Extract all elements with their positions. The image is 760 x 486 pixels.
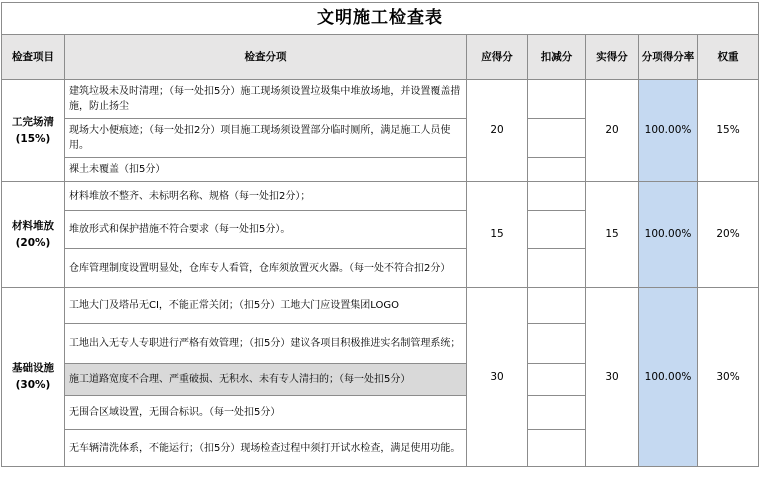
deduct-cell[interactable] [528, 182, 586, 211]
header-should-score: 应得分 [467, 35, 528, 80]
header-rate: 分项得分率 [639, 35, 698, 80]
header-deduct: 扣减分 [528, 35, 586, 80]
check-item: 无围合区域设置，无围合标识。（每一处扣5分） [65, 396, 467, 430]
category-pct: (20%) [15, 236, 51, 249]
check-item: 仓库管理制度设置明显处，仓库专人看管，仓库须放置灭火器。（每一处不符合扣2分） [65, 249, 467, 288]
sheet-title: 文明施工检查表 [2, 3, 759, 35]
check-item: 工地大门及塔吊无CI，不能正常关闭；（扣5分）工地大门应设置集团LOGO [65, 288, 467, 324]
header-category: 检查项目 [2, 35, 65, 80]
check-item: 材料堆放不整齐、未标明名称、规格（每一处扣2分）； [65, 182, 467, 211]
weight-cell: 30% [698, 288, 759, 467]
category-name: 材料堆放 [12, 219, 54, 232]
weight-cell: 20% [698, 182, 759, 288]
rate-cell: 100.00% [639, 288, 698, 467]
actual-score-cell: 30 [586, 288, 639, 467]
header-actual: 实得分 [586, 35, 639, 80]
rate-cell: 100.00% [639, 182, 698, 288]
actual-score-cell: 15 [586, 182, 639, 288]
check-item: 裸土未覆盖（扣5分） [65, 158, 467, 182]
deduct-cell[interactable] [528, 396, 586, 430]
deduct-cell[interactable] [528, 80, 586, 119]
check-item: 建筑垃圾未及时清理；（每一处扣5分）施工现场须设置垃圾集中堆放场地，并设置覆盖措施，防止扬尘 [65, 80, 467, 119]
inspection-table [1, 2, 759, 467]
should-score-cell: 15 [467, 182, 528, 288]
check-item-highlighted: 施工道路宽度不合理、严重破损、无积水、未有专人清扫的；（每一处扣5分） [65, 364, 467, 396]
deduct-cell[interactable] [528, 364, 586, 396]
check-item: 工地出入无专人专职进行严格有效管理；（扣5分）建议各项目积极推进实名制管理系统； [65, 324, 467, 364]
deduct-cell[interactable] [528, 211, 586, 249]
category-pct: (15%) [15, 132, 51, 145]
check-item: 现场大小便痕迹；（每一处扣2分）项目施工现场须设置部分临时厕所，满足施工人员使用。 [65, 119, 467, 158]
category-cell [2, 80, 65, 182]
deduct-cell[interactable] [528, 119, 586, 158]
check-item: 堆放形式和保护措施不符合要求（每一处扣5分）。 [65, 211, 467, 249]
deduct-cell[interactable] [528, 158, 586, 182]
category-pct: (30%) [15, 379, 51, 391]
should-score-cell: 30 [467, 288, 528, 467]
category-name: 基础设施 [12, 362, 54, 374]
deduct-cell[interactable] [528, 324, 586, 364]
header-item: 检查分项 [65, 35, 467, 80]
check-item: 无车辆清洗体系，不能运行；（扣5分）现场检查过程中须打开试水检查，满足使用功能。 [65, 430, 467, 467]
category-name: 工完场清 [12, 115, 54, 128]
header-weight: 权重 [698, 35, 759, 80]
deduct-cell[interactable] [528, 288, 586, 324]
category-cell [2, 182, 65, 288]
weight-cell: 15% [698, 80, 759, 182]
category-cell [2, 288, 65, 467]
deduct-cell[interactable] [528, 249, 586, 288]
deduct-cell[interactable] [528, 430, 586, 467]
actual-score-cell: 20 [586, 80, 639, 182]
should-score-cell: 20 [467, 80, 528, 182]
rate-cell: 100.00% [639, 80, 698, 182]
